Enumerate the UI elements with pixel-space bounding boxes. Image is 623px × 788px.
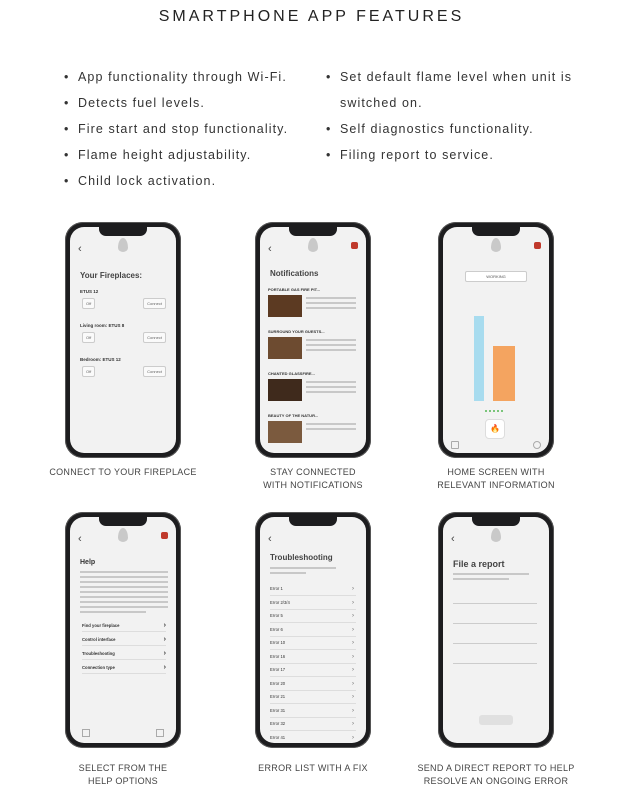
feature-list-right (326, 70, 572, 174)
menu-icon[interactable] (156, 729, 164, 737)
notification-item[interactable]: BEAUTY OF THE NATUR... (268, 413, 360, 453)
back-arrow-icon[interactable]: ‹ (268, 243, 272, 255)
back-arrow-icon[interactable]: ‹ (78, 243, 82, 255)
error-item[interactable]: Error 17 › (270, 664, 356, 677)
error-item[interactable]: Error 5 › (270, 610, 356, 623)
bullet: • (64, 96, 70, 110)
notification-item[interactable]: CHANTED GLASSFIRE... (268, 371, 360, 411)
chevron-right-icon: › (163, 622, 166, 629)
screen-title: File a report (453, 559, 505, 569)
caption-1: CONNECT TO YOUR FIREPLACE (49, 467, 197, 477)
error-item[interactable]: Error 20 › (270, 678, 356, 691)
chevron-right-icon: › (352, 667, 354, 673)
chevron-right-icon: › (163, 664, 166, 671)
flame-logo-icon (491, 528, 501, 542)
settings-icon[interactable] (533, 441, 541, 449)
error-item[interactable]: Error 31 › (270, 705, 356, 718)
caption-4: SELECT FROM THE HELP OPTIONS (78, 763, 168, 786)
chevron-right-icon: › (352, 721, 354, 727)
error-item[interactable]: Error 32 › (270, 718, 356, 731)
chevron-right-icon: › (352, 734, 354, 741)
report-field[interactable] (453, 649, 537, 664)
error-item[interactable]: Error 16 › (270, 651, 356, 664)
report-field[interactable] (453, 609, 537, 624)
status-badge: WORKING (465, 271, 527, 282)
chevron-right-icon: › (352, 586, 354, 592)
screen-troubleshooting (260, 517, 366, 743)
notification-image (268, 295, 302, 317)
feature-item: • Filing report to service. (326, 148, 572, 174)
screen-title: Troubleshooting (270, 553, 333, 562)
back-arrow-icon[interactable]: ‹ (268, 533, 272, 545)
bullet: • (64, 70, 70, 84)
phone-help (65, 512, 181, 748)
phone-fireplaces (65, 222, 181, 458)
help-option[interactable]: Control interface › (82, 635, 166, 646)
notification-item[interactable]: SURROUND YOUR GUESTS... (268, 329, 360, 369)
phone-notch (289, 227, 337, 236)
notification-image (268, 379, 302, 401)
power-toggle[interactable]: Off (82, 332, 95, 343)
feature-item: • Set default flame level when unit is (326, 70, 572, 96)
flame-logo-icon (118, 238, 128, 252)
screen-fireplaces (70, 227, 176, 453)
bullet: • (64, 122, 70, 136)
power-toggle[interactable]: Off (82, 366, 95, 377)
bullet: • (326, 122, 332, 136)
phone-notch (472, 227, 520, 236)
flame-logo-icon (491, 238, 501, 252)
feature-item: • App functionality through Wi-Fi. (64, 70, 288, 96)
screen-report (443, 517, 549, 743)
fuel-level-bar (474, 316, 484, 401)
notification-image (268, 337, 302, 359)
screen-title: Your Fireplaces: (80, 271, 143, 280)
power-toggle[interactable]: Off (82, 298, 95, 309)
notification-bell-icon[interactable] (161, 532, 168, 539)
screen-help (70, 517, 176, 743)
bullet: • (326, 148, 332, 162)
caption-2: STAY CONNECTED WITH NOTIFICATIONS (263, 467, 363, 490)
help-option[interactable]: Connection type › (82, 663, 166, 674)
feature-item: • Fire start and stop functionality. (64, 122, 288, 148)
feature-item-continuation: switched on. (340, 96, 423, 110)
caption-6: SEND A DIRECT REPORT TO HELP RESOLVE AN ONGOING ERROR (417, 763, 575, 786)
connect-button[interactable]: Connect (143, 366, 166, 377)
home-icon[interactable] (82, 729, 90, 737)
screen-title: Notifications (270, 269, 319, 278)
report-field[interactable] (453, 629, 537, 644)
caption-5: ERROR LIST WITH A FIX (258, 763, 368, 773)
help-option[interactable]: Find your fireplace › (82, 621, 166, 632)
flame-logo-icon (308, 238, 318, 252)
chevron-right-icon: › (352, 707, 354, 714)
send-button[interactable] (479, 715, 513, 725)
flame-level-bar (493, 346, 515, 401)
feature-item: • Detects fuel levels. (64, 96, 288, 122)
feature-list-left (64, 70, 288, 200)
chevron-right-icon: › (352, 626, 354, 633)
chevron-right-icon: › (352, 680, 354, 687)
bullet: • (64, 174, 70, 188)
feature-item: • Child lock activation. (64, 174, 288, 200)
screen-notifications (260, 227, 366, 453)
phone-notch (99, 517, 147, 526)
home-icon[interactable] (451, 441, 459, 449)
report-field[interactable] (453, 589, 537, 604)
fireplace-item[interactable]: Bedroom: ETUS 12 Off Connect (80, 357, 168, 387)
help-option[interactable]: Troubleshooting › (82, 649, 166, 660)
phone-troubleshooting (255, 512, 371, 748)
phone-notch (289, 517, 337, 526)
bullet: • (326, 70, 332, 84)
chevron-right-icon: › (352, 640, 354, 646)
back-arrow-icon[interactable]: ‹ (78, 533, 82, 545)
flame-logo-icon (118, 528, 128, 542)
error-item[interactable]: Error 10 › (270, 637, 356, 650)
error-item[interactable]: Error 41 › (270, 732, 356, 744)
connect-button[interactable]: Connect (143, 298, 166, 309)
phone-home (438, 222, 554, 458)
notification-bell-icon[interactable] (351, 242, 358, 249)
fireplace-item[interactable]: Living room: ETUS 8 Off Connect (80, 323, 168, 353)
error-item[interactable]: Error 21 › (270, 691, 356, 704)
error-item[interactable]: Error 2/3/4 › (270, 597, 356, 610)
phone-notch (99, 227, 147, 236)
phone-report (438, 512, 554, 748)
connect-button[interactable]: Connect (143, 332, 166, 343)
chevron-right-icon: › (163, 650, 166, 657)
error-item[interactable]: Error 6 › (270, 624, 356, 637)
screen-home (443, 227, 549, 453)
notification-image (268, 421, 302, 443)
feature-item: • Flame height adjustability. (64, 148, 288, 174)
chevron-right-icon: › (352, 599, 354, 606)
phone-notifications (255, 222, 371, 458)
feature-item: • Self diagnostics functionality. (326, 122, 572, 148)
flame-button[interactable]: 🔥 (485, 419, 505, 439)
chevron-right-icon: › (163, 636, 166, 643)
phone-notch (472, 517, 520, 526)
level-dots (485, 410, 505, 412)
page-title: SMARTPHONE APP FEATURES (158, 8, 465, 25)
caption-3: HOME SCREEN WITH RELEVANT INFORMATION (437, 467, 555, 490)
fireplace-item[interactable]: ETUS 12 Off Connect (80, 289, 168, 319)
notification-item[interactable]: PORTABLE GAS FIRE PIT... (268, 287, 360, 327)
back-arrow-icon[interactable]: ‹ (451, 533, 455, 545)
chevron-right-icon: › (352, 694, 354, 700)
error-item[interactable]: Error 1 › (270, 583, 356, 596)
bullet: • (64, 148, 70, 162)
notification-bell-icon[interactable] (534, 242, 541, 249)
chevron-right-icon: › (352, 613, 354, 619)
screen-title: Help (80, 559, 96, 566)
chevron-right-icon: › (352, 653, 354, 660)
